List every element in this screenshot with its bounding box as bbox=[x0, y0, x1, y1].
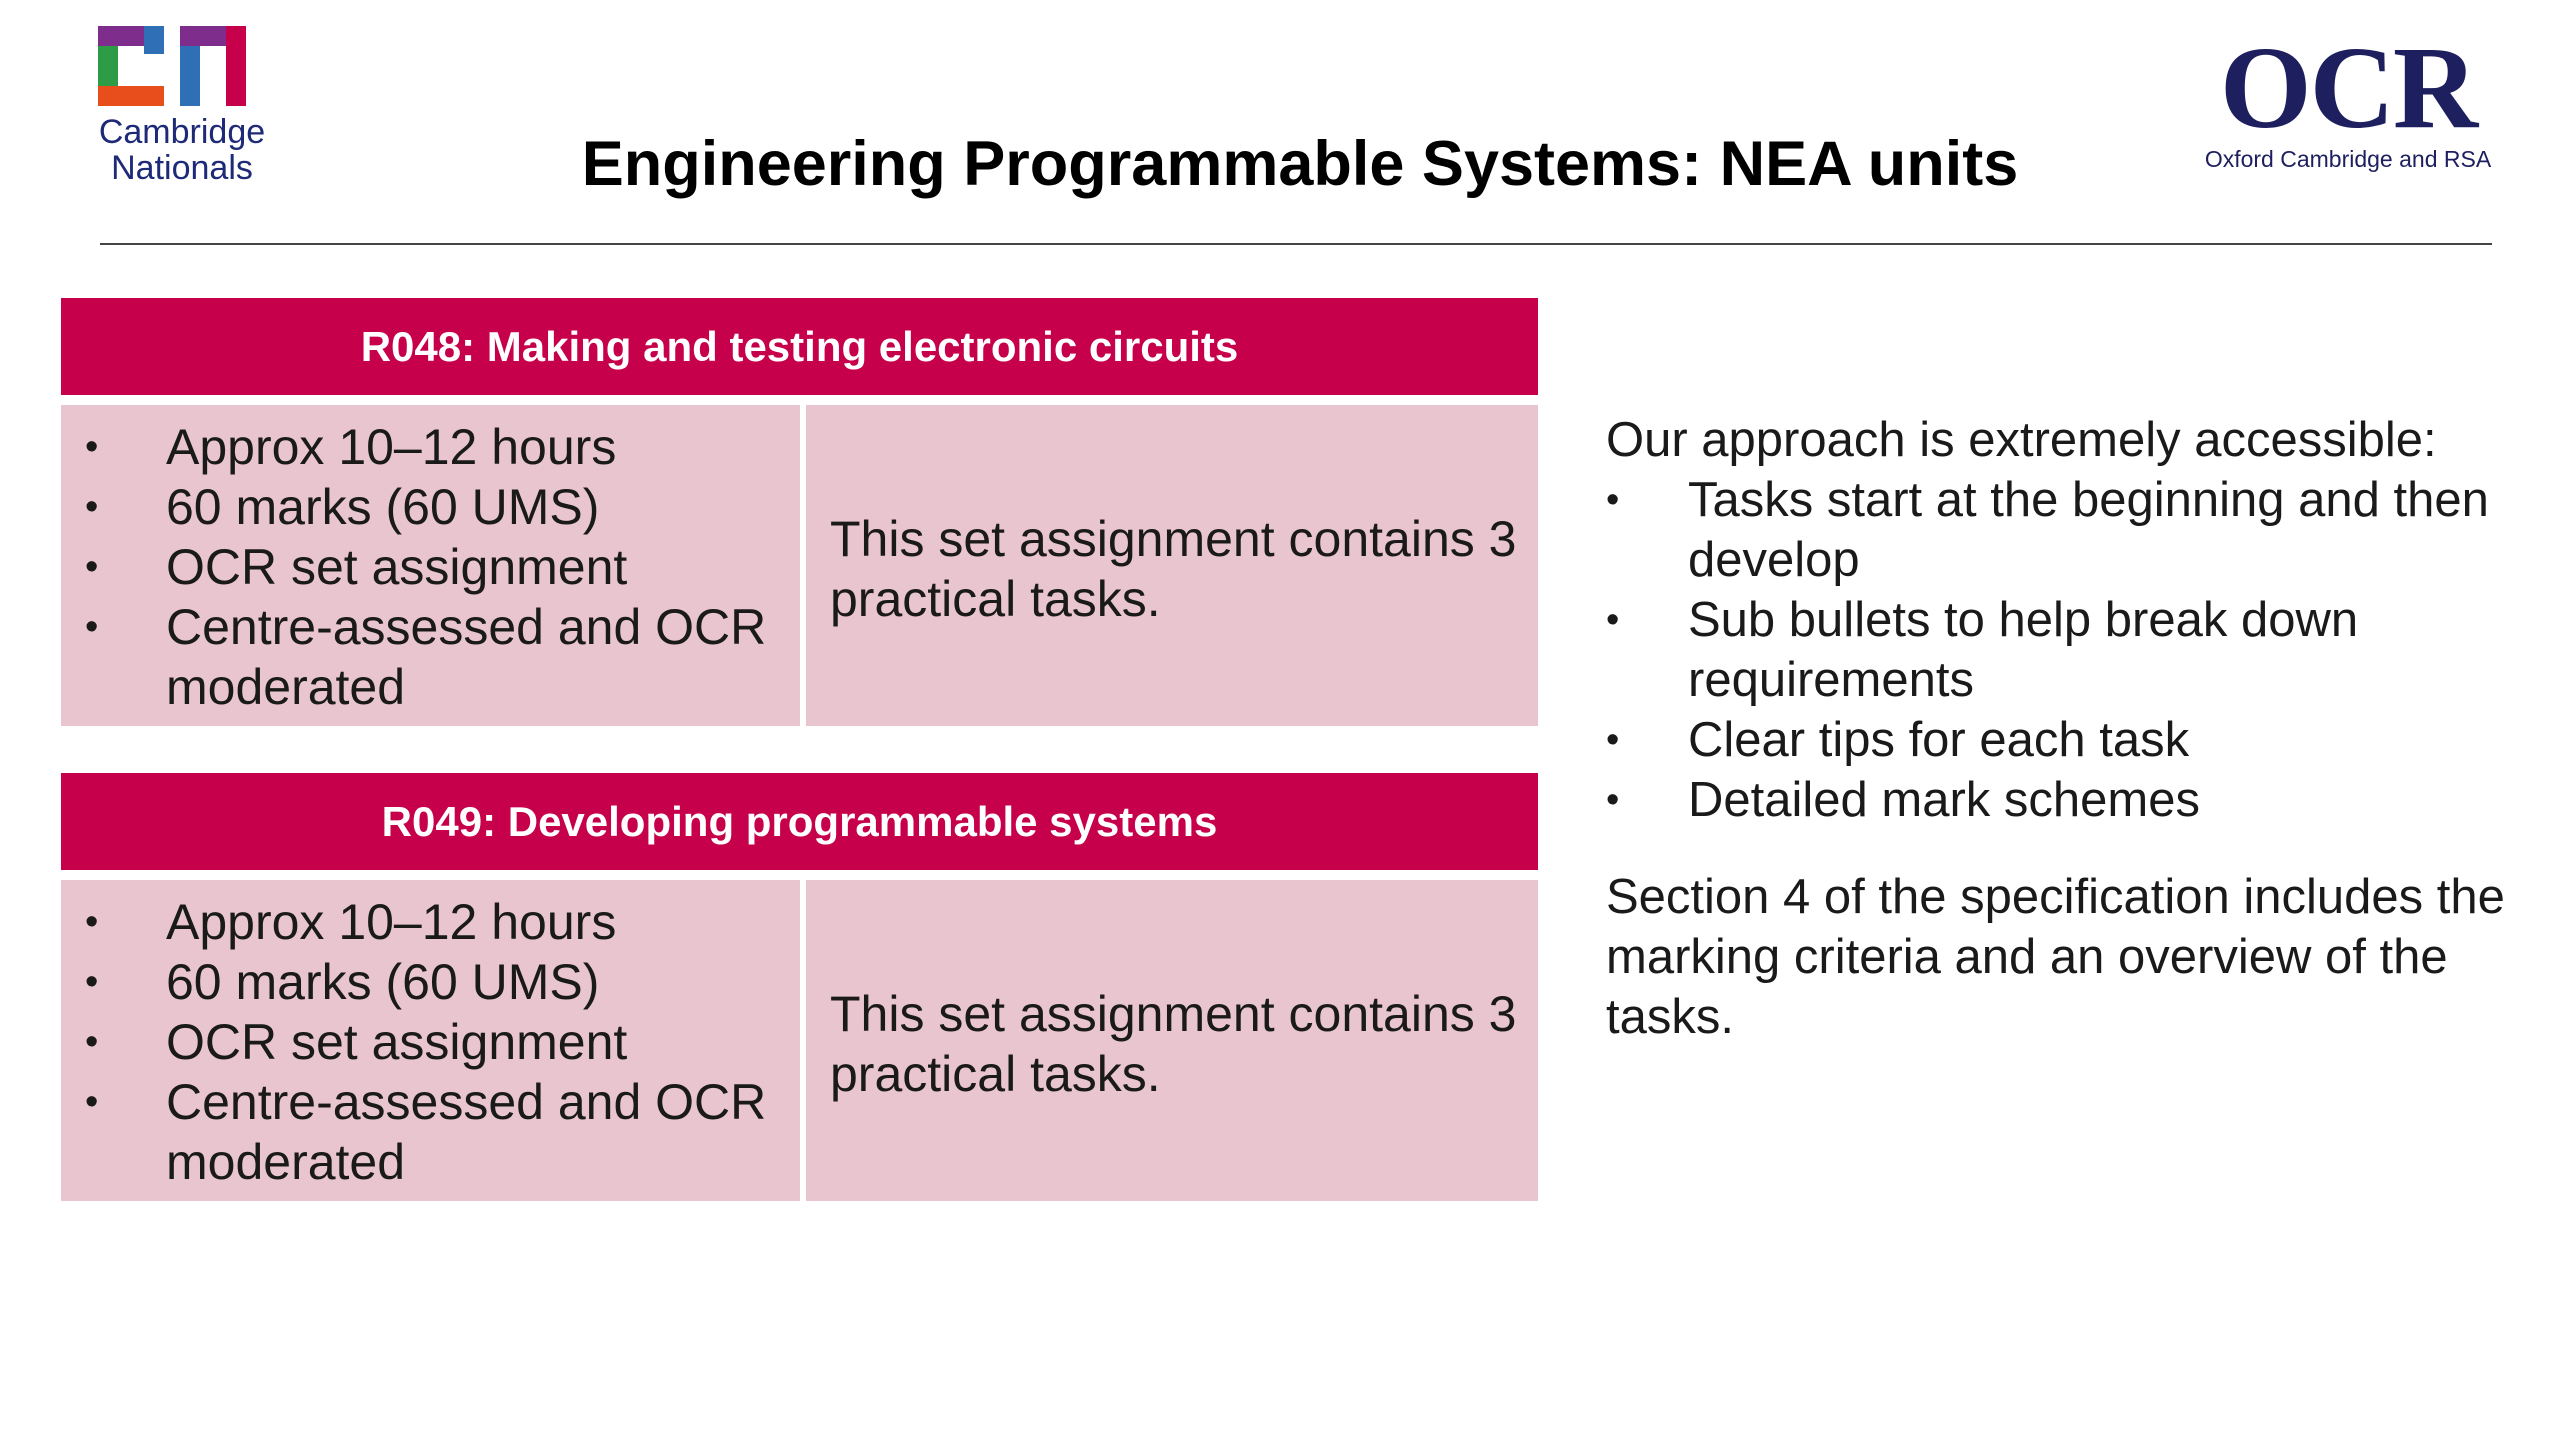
list-item bbox=[1606, 770, 2536, 830]
list-item-text: Detailed mark schemes bbox=[1688, 773, 2200, 827]
list-item bbox=[61, 1012, 800, 1072]
cambridge-nationals-logo bbox=[98, 22, 266, 192]
list-item bbox=[1606, 470, 2536, 590]
unit-body bbox=[61, 405, 1538, 726]
unit-header: R048: Making and testing electronic circuits bbox=[61, 298, 1538, 395]
list-item bbox=[61, 597, 800, 717]
bullet-icon: • bbox=[85, 426, 99, 468]
list-item-text: Sub bullets to help break down requirements bbox=[1688, 593, 2359, 707]
bullet-icon: • bbox=[85, 901, 99, 943]
unit-details-list bbox=[61, 892, 800, 1192]
ocr-subtitle: Oxford Cambridge and RSA bbox=[2204, 146, 2492, 172]
bullet-icon: • bbox=[85, 606, 99, 648]
list-item-text: Approx 10–12 hours bbox=[166, 894, 617, 950]
list-item-text: Clear tips for each task bbox=[1688, 713, 2190, 767]
cambridge-nationals-wordmark bbox=[98, 114, 266, 186]
list-item bbox=[1606, 590, 2536, 710]
list-item bbox=[61, 952, 800, 1012]
section-note: Section 4 of the specification includes the marking criteria and an overview of the tasks. bbox=[1606, 870, 2505, 1044]
cn-line-1: Cambridge bbox=[98, 113, 266, 151]
unit-body bbox=[61, 880, 1538, 1201]
cambridge-nationals-mark-icon bbox=[98, 22, 266, 112]
title-divider bbox=[100, 243, 2492, 245]
list-item-text: OCR set assignment bbox=[166, 539, 628, 595]
list-item-text: 60 marks (60 UMS) bbox=[166, 954, 600, 1010]
approach-panel bbox=[1606, 410, 2536, 1047]
list-item-text: 60 marks (60 UMS) bbox=[166, 479, 600, 535]
approach-list bbox=[1606, 470, 2536, 830]
ocr-wordmark: OCR bbox=[2219, 22, 2477, 153]
bullet-icon: • bbox=[1606, 479, 1620, 521]
approach-intro: Our approach is extremely accessible: bbox=[1606, 413, 2437, 467]
unit-table-r048 bbox=[61, 298, 1538, 726]
page-title: Engineering Programmable Systems: NEA units bbox=[581, 129, 2019, 199]
list-item bbox=[61, 537, 800, 597]
unit-assignment-cell bbox=[806, 405, 1538, 726]
unit-table-r049 bbox=[61, 773, 1538, 1201]
bullet-icon: • bbox=[1606, 599, 1620, 641]
unit-details-list bbox=[61, 417, 800, 717]
list-item bbox=[61, 417, 800, 477]
bullet-icon: • bbox=[1606, 779, 1620, 821]
list-item bbox=[1606, 710, 2536, 770]
bullet-icon: • bbox=[85, 1081, 99, 1123]
unit-details-cell bbox=[61, 405, 800, 726]
bullet-icon: • bbox=[85, 961, 99, 1003]
unit-header: R049: Developing programmable systems bbox=[61, 773, 1538, 870]
bullet-icon: • bbox=[85, 486, 99, 528]
bullet-icon: • bbox=[85, 546, 99, 588]
unit-details-cell bbox=[61, 880, 800, 1201]
unit-assignment-cell bbox=[806, 880, 1538, 1201]
bullet-icon: • bbox=[1606, 719, 1620, 761]
assignment-text: This set assignment contains 3 practical tasks. bbox=[830, 511, 1517, 627]
cn-line-2: Nationals bbox=[111, 149, 253, 187]
list-item bbox=[61, 477, 800, 537]
ocr-logo bbox=[2198, 22, 2498, 172]
list-item bbox=[61, 892, 800, 952]
list-item-text: Centre-assessed and OCR moderated bbox=[166, 1074, 767, 1190]
assignment-text: This set assignment contains 3 practical tasks. bbox=[830, 986, 1517, 1102]
list-item-text: Approx 10–12 hours bbox=[166, 419, 617, 475]
list-item-text: OCR set assignment bbox=[166, 1014, 628, 1070]
list-item-text: Tasks start at the beginning and then develop bbox=[1688, 473, 2489, 587]
list-item bbox=[61, 1072, 800, 1192]
list-item-text: Centre-assessed and OCR moderated bbox=[166, 599, 767, 715]
bullet-icon: • bbox=[85, 1021, 99, 1063]
